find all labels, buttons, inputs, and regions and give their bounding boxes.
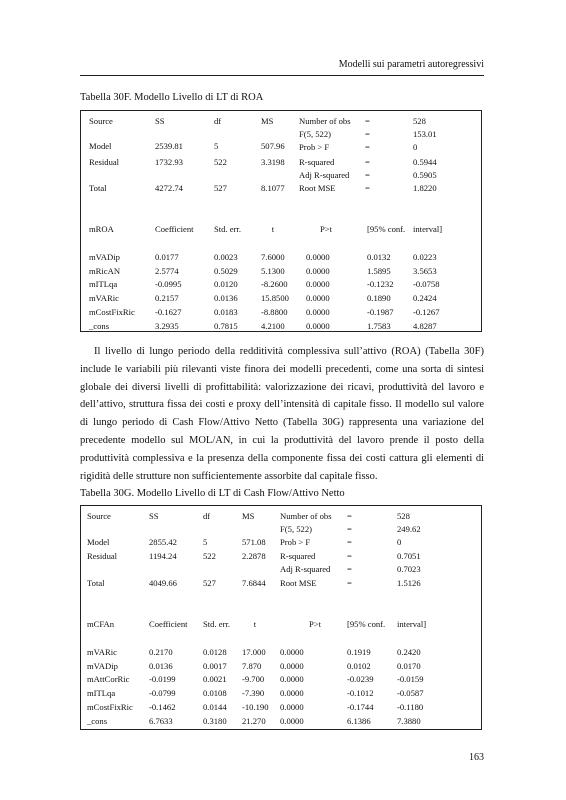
- coef-header-row: [81, 619, 481, 632]
- coef-row-cell: 0.0000: [306, 279, 330, 289]
- coef-row-cell: -10.190: [242, 702, 269, 712]
- coef-row-cell: 0.0136: [149, 661, 173, 671]
- stat-row-cell: =: [365, 157, 370, 167]
- coef-row-cell: 4.2100: [261, 321, 285, 331]
- anova-header-row-cell: MS: [242, 511, 255, 521]
- anova-header-row-cell: SS: [149, 511, 159, 521]
- stat-row: [81, 511, 481, 524]
- coef-header-row-cell: t: [253, 619, 257, 629]
- coef-row-cell: 0.0000: [280, 702, 304, 712]
- anova-row-cell: 522: [203, 551, 216, 561]
- coef-row-cell: 7.870: [242, 661, 262, 671]
- coef-row-cell: mVADip: [87, 661, 118, 671]
- stat-row-cell: Prob > F: [280, 537, 311, 547]
- anova-row-cell: 522: [214, 157, 227, 167]
- coef-row-cell: 0.0000: [280, 674, 304, 684]
- coef-row-cell: 0.2420: [397, 647, 421, 657]
- coef-row-cell: 3.5653: [413, 266, 437, 276]
- anova-row-cell: 527: [203, 578, 216, 588]
- page-number: 163: [469, 752, 484, 763]
- coef-row: [81, 716, 481, 729]
- stat-row: [81, 564, 481, 577]
- coef-row: [81, 321, 481, 334]
- coef-row-cell: -0.0758: [413, 279, 440, 289]
- stat-row-cell: 0.5944: [413, 157, 437, 167]
- anova-row-cell: 2539.81: [155, 141, 183, 151]
- stat-row: [81, 170, 481, 183]
- coef-row-cell: 0.0000: [280, 688, 304, 698]
- coef-row-cell: 0.0023: [214, 252, 238, 262]
- coef-row-cell: 1.7583: [367, 321, 391, 331]
- coef-row-cell: 0.5029: [214, 266, 238, 276]
- coef-row-cell: -0.1744: [347, 702, 374, 712]
- stat-row-cell: 0: [413, 142, 418, 152]
- anova-row-cell: 1732.93: [155, 157, 183, 167]
- stat-row: [81, 157, 481, 170]
- stat-row-cell: R-squared: [280, 551, 316, 561]
- coef-row: [81, 674, 481, 687]
- stat-row-cell: =: [347, 551, 352, 561]
- table-f: [80, 110, 482, 332]
- anova-row-cell: Residual: [87, 551, 118, 561]
- coef-row-cell: -0.0159: [397, 674, 424, 684]
- coef-row-cell: -0.1012: [347, 688, 374, 698]
- stat-row-cell: 249.62: [397, 524, 421, 534]
- anova-row-cell: 5: [203, 537, 208, 547]
- stat-row-cell: =: [347, 524, 352, 534]
- coef-row-cell: mVARic: [89, 293, 119, 303]
- coef-row-cell: 0.2157: [155, 293, 179, 303]
- coef-row: [81, 688, 481, 701]
- stat-row-cell: 1.5126: [397, 578, 421, 588]
- anova-row-cell: 4272.74: [155, 183, 183, 193]
- coef-row-cell: 0.0132: [367, 252, 391, 262]
- coef-row-cell: 6.1386: [347, 716, 371, 726]
- coef-row-cell: 2.5774: [155, 266, 179, 276]
- body-paragraph: Il livello di lungo periodo della redditività complessiva sull’attivo (ROA) (Tabella 30F) include le variabili più rilevanti viste finora dei modelli precedenti, come una sorta di sintesi globale dei diversi livelli di profittabilità: valorizzazione dei ricavi, produttività del lavoro e dell’attivo, struttura fissa dei costi e proxy dell’intensità di capitale fisso. Il modello sul valore di lungo periodo di Cash Flow/Attivo Netto (Tabella 30G) rappresenta una variazione del precedente modello sul MOL/AN, in cui la produttività del lavoro prende il posto della produttività complessiva e la presenza della componente fissa dei costi cattura gli elementi di rigidità delle strutture non sufficientemente assorbite dal capitale fisso.: [80, 346, 484, 482]
- header-rule: [80, 75, 484, 76]
- coef-row-cell: 0.0108: [203, 688, 227, 698]
- coef-row-cell: 15.8500: [261, 293, 289, 303]
- coef-row: [81, 647, 481, 660]
- coef-row-cell: 0.3180: [203, 716, 227, 726]
- coef-row-cell: 0.0177: [155, 252, 179, 262]
- stat-row: [81, 116, 481, 129]
- coef-header-row-cell: mCFAn: [87, 619, 115, 629]
- coef-header-row-cell: [95% conf.: [367, 224, 406, 234]
- stat-row-cell: 528: [413, 116, 426, 126]
- coef-row-cell: 21.270: [242, 716, 266, 726]
- stat-row: [81, 551, 481, 564]
- coef-row-cell: -0.1987: [367, 307, 394, 317]
- coef-row-cell: -0.0199: [149, 674, 176, 684]
- anova-header-row-cell: Source: [87, 511, 111, 521]
- coef-row-cell: mITLqa: [87, 688, 116, 698]
- stat-row-cell: =: [347, 511, 352, 521]
- coef-row-cell: 0.0000: [306, 252, 330, 262]
- coef-row-cell: 7.6000: [261, 252, 285, 262]
- coef-header-row-cell: mROA: [89, 224, 114, 234]
- anova-row-cell: 5: [214, 141, 219, 151]
- coef-row-cell: -0.1462: [149, 702, 176, 712]
- anova-row-cell: 527: [214, 183, 227, 193]
- coef-row-cell: mRicAN: [89, 266, 121, 276]
- coef-row-cell: 0.0000: [306, 266, 330, 276]
- coef-row-cell: 0.0000: [306, 307, 330, 317]
- coef-header-row-cell: P>t: [319, 224, 333, 234]
- coef-row-cell: -8.2600: [261, 279, 288, 289]
- stat-row-cell: Number of obs: [299, 116, 351, 126]
- anova-row-cell: 3.3198: [261, 157, 285, 167]
- coef-row-cell: 0.1890: [367, 293, 391, 303]
- anova-header-row-cell: df: [214, 116, 222, 126]
- anova-row-cell: 1194.24: [149, 551, 177, 561]
- coef-row-cell: 0.0000: [280, 661, 304, 671]
- coef-row-cell: -0.0587: [397, 688, 424, 698]
- coef-header-row-cell: interval]: [413, 224, 443, 234]
- stat-row-cell: 0.7023: [397, 564, 421, 574]
- coef-row: [81, 266, 481, 279]
- anova-header-row-cell: SS: [155, 116, 165, 126]
- coef-row: [81, 702, 481, 715]
- coef-row-cell: 0.0170: [397, 661, 421, 671]
- coef-row-cell: 7.3880: [397, 716, 421, 726]
- coef-row-cell: _cons: [87, 716, 108, 726]
- stat-row-cell: =: [347, 564, 352, 574]
- coef-row-cell: 0.0128: [203, 647, 227, 657]
- coef-row-cell: 0.0102: [347, 661, 371, 671]
- anova-row-cell: 2.2878: [242, 551, 266, 561]
- coef-row-cell: -0.1267: [413, 307, 440, 317]
- coef-row-cell: 0.0000: [280, 716, 304, 726]
- stat-row-cell: 153.01: [413, 129, 437, 139]
- table-g: [80, 505, 482, 730]
- coef-row-cell: mCostFixRic: [87, 702, 133, 712]
- coef-row: [81, 252, 481, 265]
- stat-row-cell: Prob > F: [299, 142, 330, 152]
- coef-header-row-cell: Std. err.: [203, 619, 230, 629]
- coef-row: [81, 293, 481, 306]
- table-f-caption: Tabella 30F. Modello Livello di LT di ROA: [80, 92, 264, 103]
- stat-row-cell: R-squared: [299, 157, 335, 167]
- anova-row-cell: 7.6844: [242, 578, 266, 588]
- stat-row: [81, 183, 481, 196]
- coef-row: [81, 661, 481, 674]
- stat-row-cell: =: [365, 183, 370, 193]
- stat-row-cell: 0.5905: [413, 170, 437, 180]
- stat-row-cell: =: [365, 170, 370, 180]
- anova-row-cell: 2855.42: [149, 537, 177, 547]
- anova-header-row-cell: df: [203, 511, 211, 521]
- coef-row-cell: mVADip: [89, 252, 120, 262]
- coef-row-cell: _cons: [89, 321, 110, 331]
- anova-row-cell: Model: [89, 141, 112, 151]
- stat-row: [81, 524, 481, 537]
- coef-header-row: [81, 224, 481, 237]
- coef-header-row-cell: t: [271, 224, 275, 234]
- coef-row-cell: 0.2424: [413, 293, 437, 303]
- stat-row-cell: =: [365, 142, 370, 152]
- coef-row-cell: -0.0799: [149, 688, 176, 698]
- coef-row-cell: mCostFixRic: [89, 307, 135, 317]
- coef-header-row-cell: Coefficient: [149, 619, 188, 629]
- coef-row-cell: 0.0144: [203, 702, 227, 712]
- coef-row: [81, 307, 481, 320]
- coef-row-cell: -8.8800: [261, 307, 288, 317]
- stat-row-cell: Adj R-squared: [280, 564, 331, 574]
- coef-row-cell: 0.1919: [347, 647, 371, 657]
- stat-row-cell: =: [365, 116, 370, 126]
- coef-header-row-cell: Std. err.: [214, 224, 241, 234]
- coef-header-row-cell: P>t: [308, 619, 322, 629]
- anova-row-cell: 571.08: [242, 537, 266, 547]
- anova-row-cell: 8.1077: [261, 183, 285, 193]
- coef-row-cell: -7.390: [242, 688, 265, 698]
- coef-row-cell: -0.0239: [347, 674, 374, 684]
- stat-row: [81, 129, 481, 142]
- stat-row-cell: 528: [397, 511, 410, 521]
- coef-row-cell: 0.0000: [306, 293, 330, 303]
- coef-row-cell: 0.0021: [203, 674, 227, 684]
- anova-header-row-cell: MS: [261, 116, 274, 126]
- coef-header-row-cell: Coefficient: [155, 224, 194, 234]
- stat-row-cell: 0.7051: [397, 551, 421, 561]
- coef-row-cell: 5.1300: [261, 266, 285, 276]
- coef-row-cell: -0.1232: [367, 279, 394, 289]
- coef-row-cell: -9.700: [242, 674, 265, 684]
- anova-row-cell: 507.96: [261, 141, 285, 151]
- anova-row-cell: Total: [89, 183, 107, 193]
- coef-row-cell: 4.8287: [413, 321, 437, 331]
- coef-row-cell: -0.1180: [397, 702, 424, 712]
- coef-row-cell: 0.0017: [203, 661, 227, 671]
- coef-row-cell: -0.1627: [155, 307, 182, 317]
- anova-row-cell: Total: [87, 578, 105, 588]
- running-head: Modelli sui parametri autoregressivi: [338, 59, 484, 70]
- stat-row-cell: 0: [397, 537, 402, 547]
- stat-row-cell: 1.8220: [413, 183, 437, 193]
- anova-header-row-cell: Source: [89, 116, 113, 126]
- coef-row-cell: 3.2935: [155, 321, 179, 331]
- anova-row-cell: Residual: [89, 157, 120, 167]
- coef-row-cell: 0.0000: [280, 647, 304, 657]
- stat-row-cell: Adj R-squared: [299, 170, 350, 180]
- stat-row: [81, 537, 481, 550]
- coef-row-cell: mAttCorRic: [87, 674, 130, 684]
- stat-row-cell: Root MSE: [299, 183, 336, 193]
- stat-row: [81, 142, 481, 155]
- stat-row-cell: =: [347, 537, 352, 547]
- coef-row-cell: 1.5895: [367, 266, 391, 276]
- coef-row-cell: 0.0120: [214, 279, 238, 289]
- coef-row-cell: 0.0183: [214, 307, 238, 317]
- coef-row-cell: mITLqa: [89, 279, 118, 289]
- coef-header-row-cell: [95% conf.: [347, 619, 386, 629]
- anova-row-cell: Model: [87, 537, 110, 547]
- coef-row-cell: -0.0995: [155, 279, 182, 289]
- stat-row-cell: =: [347, 578, 352, 588]
- coef-row-cell: mVARic: [87, 647, 117, 657]
- coef-row-cell: 0.2170: [149, 647, 173, 657]
- stat-row-cell: F(5, 522): [280, 524, 312, 534]
- coef-header-row-cell: interval]: [397, 619, 427, 629]
- coef-row-cell: 6.7633: [149, 716, 173, 726]
- table-g-caption: Tabella 30G. Modello Livello di LT di Cash Flow/Attivo Netto: [80, 488, 345, 499]
- stat-row-cell: =: [365, 129, 370, 139]
- anova-row-cell: 4049.66: [149, 578, 177, 588]
- coef-row: [81, 279, 481, 292]
- stat-row-cell: Root MSE: [280, 578, 317, 588]
- coef-row-cell: 0.0223: [413, 252, 437, 262]
- coef-row-cell: 0.7815: [214, 321, 238, 331]
- stat-row-cell: F(5, 522): [299, 129, 331, 139]
- coef-row-cell: 17.000: [242, 647, 266, 657]
- stat-row-cell: Number of obs: [280, 511, 332, 521]
- stat-row: [81, 578, 481, 591]
- coef-row-cell: 0.0136: [214, 293, 238, 303]
- coef-row-cell: 0.0000: [306, 321, 330, 331]
